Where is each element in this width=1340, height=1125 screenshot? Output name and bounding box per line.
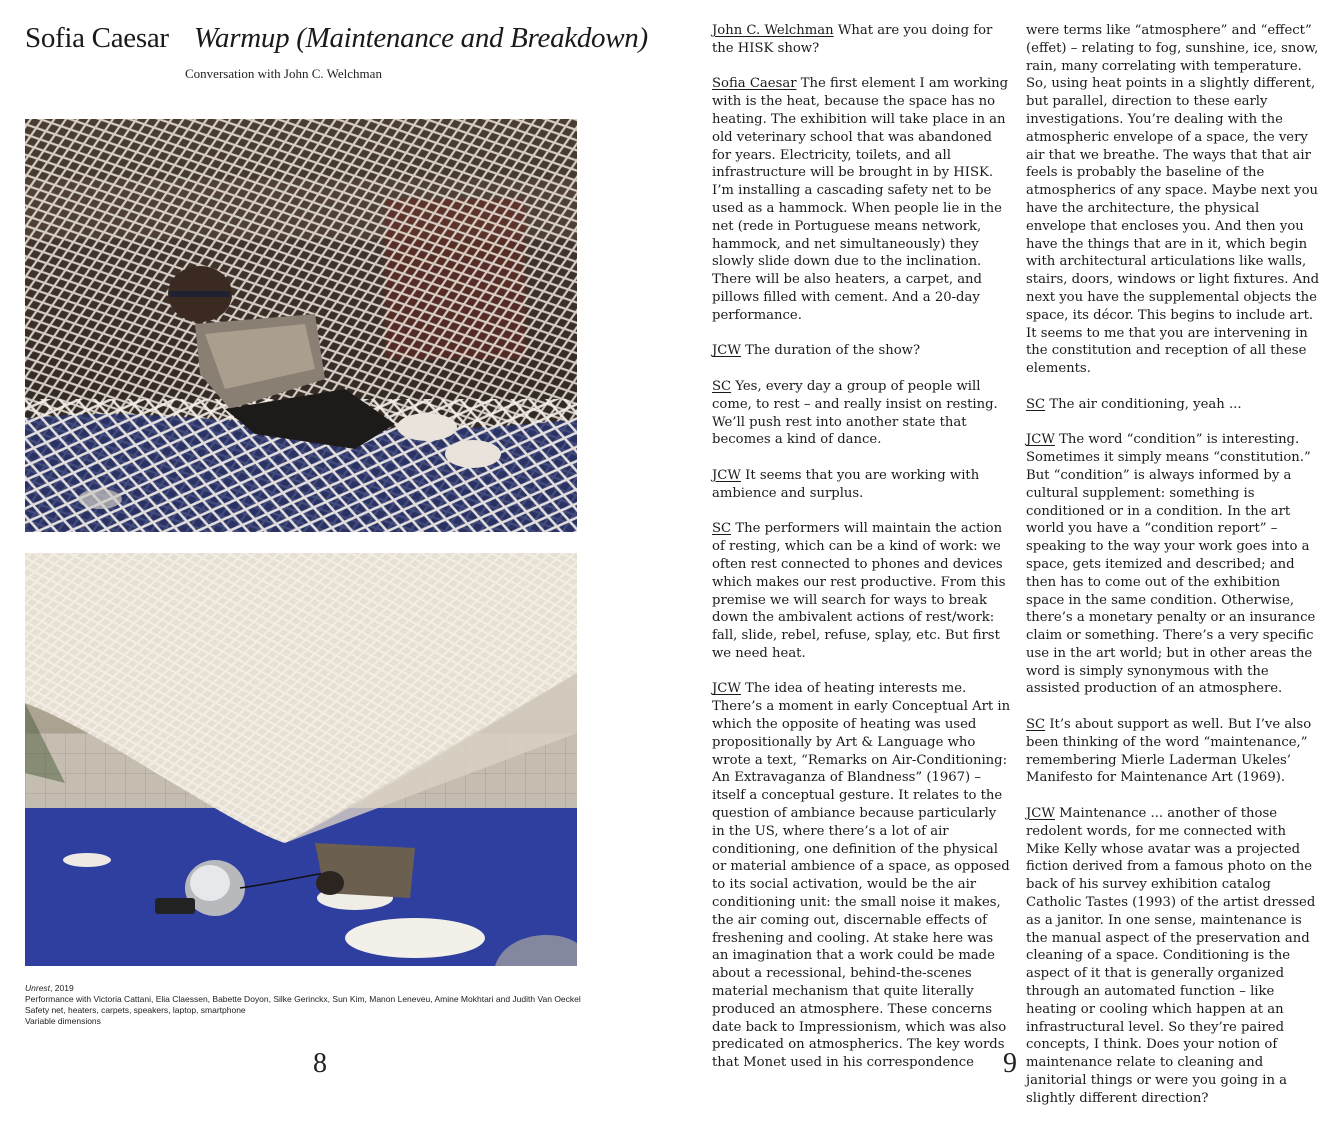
interview-paragraph: [712, 342, 1012, 360]
paragraph-text: The performers will maintain the action of resting, which can be a kind of work: we often rest connected to phones and devices which makes our rest productive. From this premise we will search for ways to break down the ambivalent actions of rest/work: fall, slide, rebel, refuse, splay, etc. But first we need heat.: [712, 521, 1006, 661]
paragraph-text: It seems that you are working with ambience and surplus.: [712, 467, 980, 501]
artist-name: Sofia Caesar: [25, 22, 169, 54]
paragraph-text: were terms like “atmosphere” and “effect” (effet) – relating to fog, sunshine, ice, snow, rain, many correlating with temperature. So, using heat points in a slightly different, but parallel, direction to these early investigations. You’re dealing with the atmospheric envelope of a space, the very air that we breathe. The ways that that air feels is probably the baseline of the atmospherics of any space. Maybe next you have the architecture, the physical envelope that encloses you. And then you have the things that are in it, which begin with architectural articulations like walls, stairs, doors, windows or light fixtures. And next you have the supplemental objects the space, its décor. This begins to include art. It seems to me that you are intervening in the constitution and reception of all these elements.: [1026, 23, 1320, 377]
paragraph-text: The idea of heating interests me. There’s a moment in early Conceptual Art in which the opposite of heating was used propositionally by Art & Language who wrote a text, “Remarks on Air-Conditioning: An Extravaganza of Blandness” (1967) – itself a conceptual gesture. It relates to the question of ambiance because particularly in the US, where there’s a lot of air conditioning, one definition of the physical or material ambience of a space, as opposed to its social activation, would be the air conditioning unit: the small noise it makes, the air coming out, discernable effects of freshening and cooling. At stake here was an imagination that a work could be made about a recessional, behind-the-scenes material mechanism that quite literally produced an atmosphere. These concerns date back to Impressionism, which was also predicated on atmospherics. The key words that Monet used in his correspondence: [712, 681, 1011, 1071]
speaker-label: JCW: [712, 681, 741, 697]
speaker-label: JCW: [1026, 432, 1055, 448]
article-title: Warmup (Maintenance and Breakdown): [193, 22, 648, 54]
paragraph-text: The first element I am working with is the heat, because the space has no heating. The exhibition will take place in an old veterinary school that was abandoned for years. Electricity, toilets, and all infrastructure will be brought in by HISK. I’m installing a cascading safety net to be used as a hammock. When people lie in the net (rede in Portuguese means network, hammock, and net simultaneously) they slowly slide down due to the inclination. There will be also heaters, a carpet, and pillows filled with cement. And a 20-day performance.: [712, 76, 1009, 323]
interview-paragraph: [712, 520, 1012, 662]
speaker-label: John C. Welchman: [712, 23, 834, 38]
speaker-label: JCW: [712, 343, 741, 359]
interview-paragraph: [1026, 22, 1321, 378]
page-number-left: 8: [313, 1048, 327, 1079]
interview-paragraph: [712, 75, 1012, 324]
paragraph-text: The duration of the show?: [740, 343, 921, 359]
speaker-label: SC: [712, 378, 732, 394]
paragraph-text: The air conditioning, yeah ...: [1045, 396, 1242, 412]
speaker-label: SC: [712, 521, 732, 537]
interview-paragraph: [1026, 396, 1321, 414]
photo-net-hammock: [25, 119, 577, 532]
article-header: [25, 22, 648, 55]
interview-paragraph: [1026, 805, 1321, 1108]
photo-caption: [25, 983, 595, 1027]
speaker-label: Sofia Caesar: [712, 76, 797, 92]
caption-dimensions: Variable dimensions: [25, 1016, 101, 1026]
speaker-label: JCW: [1026, 806, 1055, 822]
paragraph-text: What are you doing for the HISK show?: [712, 23, 993, 56]
paragraph-text: Yes, every day a group of people will come, to rest – and really insist on resting. We’ll push rest into another state that becomes a kind of dance.: [712, 378, 998, 448]
interview-paragraph: [1026, 716, 1321, 787]
caption-title: Unrest: [25, 983, 51, 993]
caption-performers: Performance with Victoria Cattani, Elia Claessen, Babette Doyon, Silke Gerinckx, Sun Kim, Manon Leneveu, Amine Mokhtari and Judith Van Oeckel: [25, 994, 581, 1004]
interview-paragraph: [1026, 431, 1321, 698]
page-number-right: 9: [1003, 1048, 1017, 1079]
interview-paragraph: [712, 378, 1012, 449]
text-column-1: [712, 22, 1012, 1090]
paragraph-text: The word “condition” is interesting. Sometimes it simply means “constitution.” But “condition” is always informed by a cultural supplement: something is conditioned or in a condition. In the art world you have a “condition report” – speaking to the way your work goes into a space, gets itemized and described; and then has to come out of the exhibition space in the same condition. Otherwise, there’s a monetary penalty or an insurance claim or something. There’s a very specific use in the art world; but in other areas the word is simply synonymous with the assisted production of an atmosphere.: [1026, 432, 1316, 697]
caption-materials: Safety net, heaters, carpets, speakers, laptop, smartphone: [25, 1005, 246, 1015]
speaker-label: SC: [1026, 717, 1046, 733]
article-subtitle: Conversation with John C. Welchman: [185, 66, 382, 81]
paragraph-text: Maintenance ... another of those redolent words, for me connected with Mike Kelly whose avatar was a projected fiction derived from a famous photo on the back of his survey exhibition catalog Catholic Tastes (1993) of the artist dressed as a janitor. In one sense, maintenance is the manual aspect of the preservation and cleaning of a space. Conditioning is the aspect of it that is generally organized through an automated function – like heating or cooling which happen at an infrastructural level. So they’re paired concepts, I think. Does your notion of maintenance relate to cleaning and janitorial things or were you going in a slightly different direction?: [1026, 806, 1316, 1106]
speaker-label: SC: [1026, 396, 1046, 412]
interview-paragraph: [712, 22, 1012, 58]
interview-paragraph: [712, 680, 1012, 1072]
photo-cascading-net: [25, 553, 577, 966]
caption-year: , 2019: [50, 983, 74, 993]
caption-title-line: [25, 983, 595, 994]
paragraph-text: It’s about support as well. But I’ve also been thinking of the word “maintenance,” remembering Mierle Laderman Ukeles’ Manifesto for Maintenance Art (1969).: [1026, 717, 1312, 786]
speaker-label: JCW: [712, 467, 741, 483]
interview-paragraph: [712, 467, 1012, 503]
text-column-2: [1026, 22, 1321, 1125]
